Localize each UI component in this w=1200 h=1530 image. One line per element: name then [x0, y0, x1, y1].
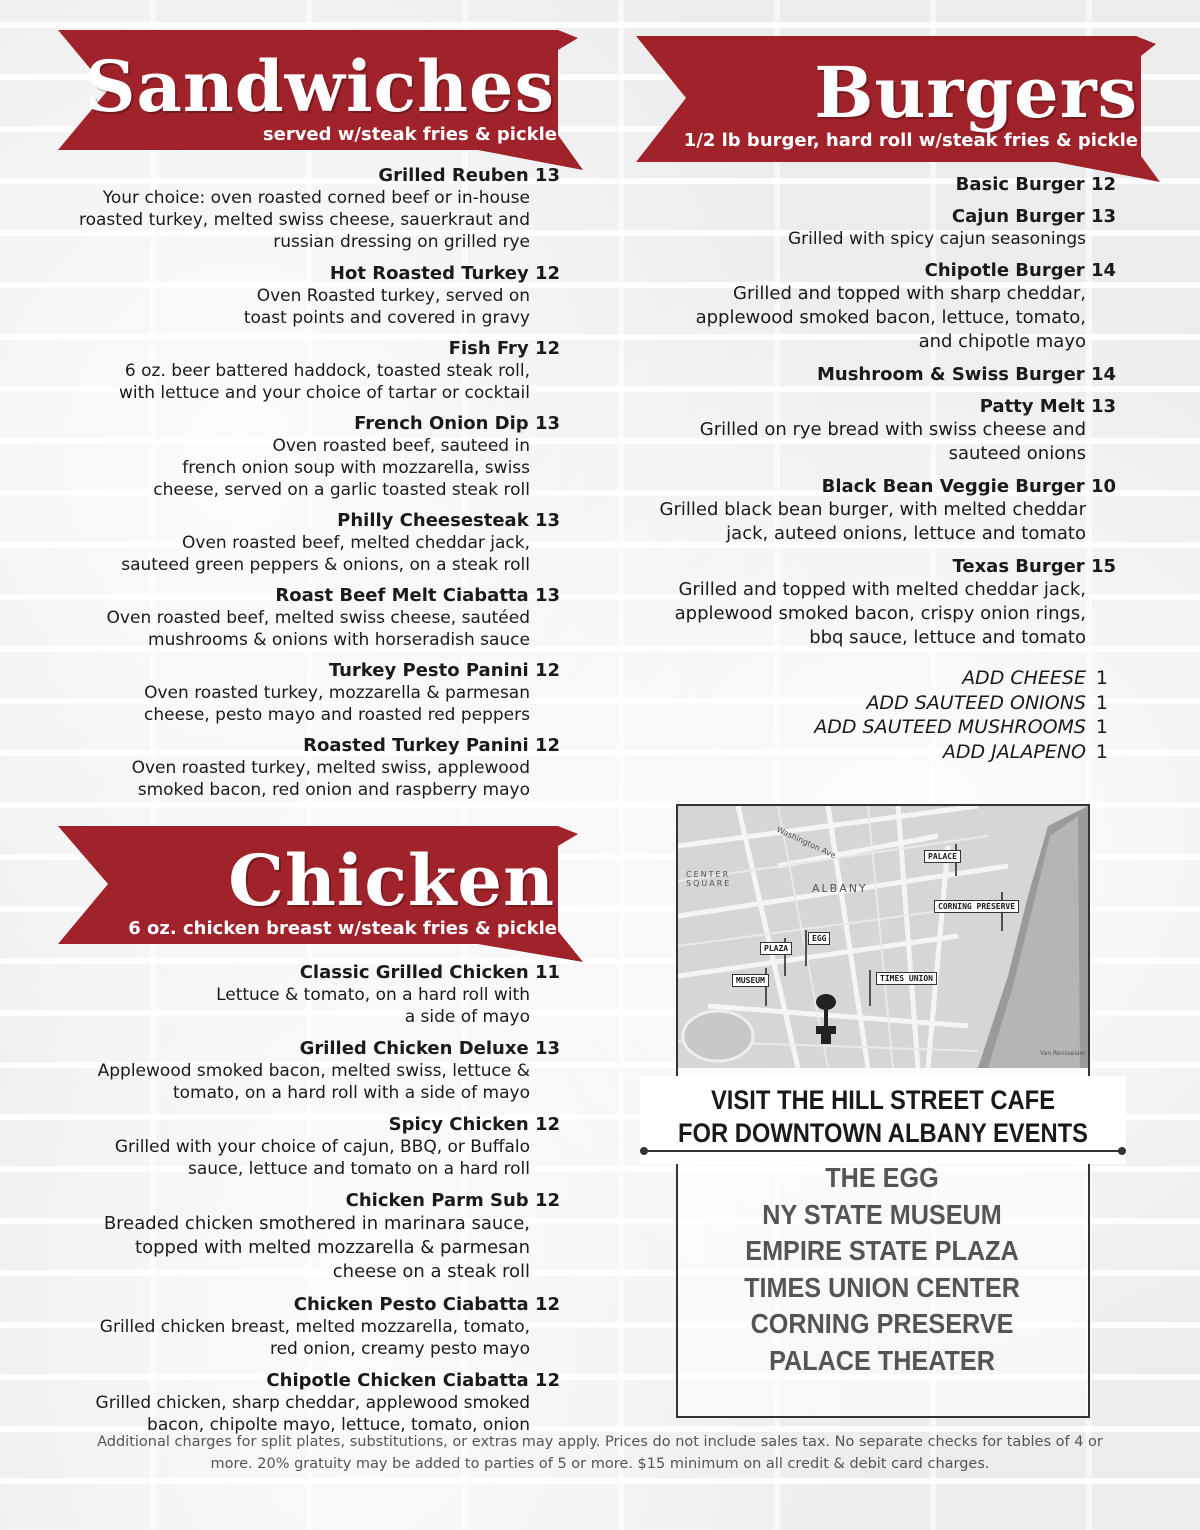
item-name: Roasted Turkey Panini 12: [303, 735, 560, 756]
item-description: Grilled with spicy cajun seasonings: [788, 229, 1086, 249]
item-description: Grilled black bean burger, with melted cheddar jack, auteed onions, lettuce and tomato: [659, 499, 1086, 544]
menu-item: [40, 338, 560, 404]
addon-label: ADD JALAPENO: [942, 740, 1086, 763]
item-name: French Onion Dip 13: [354, 413, 560, 434]
addon-label: ADD SAUTEED ONIONS: [866, 691, 1086, 714]
venue-item: TIMES UNION CENTER: [744, 1271, 1020, 1303]
map-label-corning-preserve: CORNING PRESERVE: [934, 900, 1019, 913]
addon-label: ADD SAUTEED MUSHROOMS: [814, 716, 1086, 738]
venue-item: NY STATE MUSEUM: [762, 1198, 1002, 1230]
menu-item: [596, 556, 1116, 650]
footer-line-1: Additional charges for split plates, substitutions, or extras may apply. Prices do not include sales tax. No separate checks for tables of 4 or: [97, 1434, 1103, 1450]
item-description: Oven roasted beef, melted swiss cheese, sautéed mushrooms & onions with horseradish sauce: [106, 608, 530, 650]
item-name: Fish Fry 12: [448, 338, 560, 359]
venue-item: EMPIRE STATE PLAZA: [745, 1235, 1019, 1266]
item-description: Grilled and topped with sharp cheddar, applewood smoked bacon, lettuce, tomato, and chipotle mayo: [695, 283, 1086, 352]
addon-item: [708, 740, 1108, 765]
sandwiches-banner: [58, 30, 583, 170]
menu-item: [596, 206, 1116, 250]
item-name: Turkey Pesto Panini 12: [328, 660, 560, 681]
burgers-subtitle: 1/2 lb burger, hard roll w/steak fries & pickle: [683, 130, 1138, 151]
menu-item: [40, 1038, 560, 1104]
menu-item: [40, 962, 560, 1028]
sandwiches-subtitle: served w/steak fries & pickle: [262, 124, 557, 145]
addon-label: ADD CHEESE: [962, 667, 1086, 689]
item-description: 6 oz. beer battered haddock, toasted steak roll, with lettuce and your choice of tartar or cocktail: [118, 361, 530, 403]
item-description: Applewood smoked bacon, melted swiss, lettuce & tomato, on a hard roll with a side of mayo: [97, 1061, 530, 1103]
visit-line-1: VISIT THE HILL STREET CAFE: [710, 1085, 1056, 1115]
item-description: Oven roasted beef, melted cheddar jack, sauteed green peppers & onions, on a steak roll: [121, 533, 530, 575]
menu-item: [596, 174, 1116, 196]
menu-item: [40, 1114, 560, 1180]
item-description: Oven roasted beef, sauteed in french onion soup with mozzarella, swiss cheese, served on a garlic toasted steak roll: [153, 436, 530, 500]
menu-item: [596, 364, 1116, 386]
menu-item: [40, 413, 560, 501]
burger-addons: [708, 666, 1108, 764]
venue-item: PALACE THEATER: [769, 1344, 995, 1376]
item-description: Oven roasted turkey, mozzarella & parmesan cheese, pesto mayo and roasted red peppers: [144, 683, 530, 725]
menu-item: [40, 165, 560, 253]
venue-list: [676, 1160, 1088, 1379]
burgers-banner: [636, 36, 1160, 182]
item-name: Patty Melt 13: [979, 396, 1116, 417]
map-streets: [678, 806, 1088, 1068]
item-name: Classic Grilled Chicken 11: [299, 962, 560, 983]
menu-item: [596, 476, 1116, 546]
venue-item: THE EGG: [825, 1162, 939, 1193]
chicken-list: [40, 962, 560, 1436]
addon-price: 1: [1095, 740, 1108, 763]
addon-item: [708, 715, 1108, 740]
menu-item: [40, 263, 560, 329]
downtown-map: [678, 806, 1088, 1068]
addon-price: 1: [1095, 716, 1108, 738]
map-label-palace: PALACE: [924, 850, 961, 863]
item-name: Philly Cheesesteak 13: [337, 510, 560, 531]
chicken-title: Chicken: [228, 839, 555, 922]
addon-price: 1: [1095, 667, 1108, 689]
addon-item: [708, 691, 1108, 716]
footer-disclaimer: [60, 1431, 1140, 1475]
item-description: Grilled chicken breast, melted mozzarella, tomato, red onion, creamy pesto mayo: [99, 1317, 530, 1359]
item-name: Texas Burger 15: [952, 556, 1116, 577]
divider-dot-left: [640, 1147, 648, 1155]
map-text-center-square: CENTER SQUARE: [686, 870, 732, 888]
item-description: Breaded chicken smothered in marinara sauce, topped with melted mozzarella & parmesan cheese on a steak roll: [103, 1213, 530, 1282]
addon-price: 1: [1095, 691, 1108, 714]
menu-item: [40, 585, 560, 651]
menu-item: [596, 260, 1116, 354]
item-name: Chicken Parm Sub 12: [345, 1190, 560, 1211]
item-name: Basic Burger 12: [955, 174, 1116, 195]
item-name: Chicken Pesto Ciabatta 12: [293, 1294, 560, 1315]
map-text-albany: ALBANY: [812, 882, 868, 895]
burgers-list: [596, 174, 1116, 650]
item-name: Cajun Burger 13: [951, 206, 1116, 227]
item-name: Hot Roasted Turkey 12: [329, 263, 560, 284]
sandwiches-list: [40, 165, 560, 801]
item-description: Your choice: oven roasted corned beef or in-house roasted turkey, melted swiss cheese, sauerkraut and russian dressing on grilled rye: [78, 188, 530, 252]
menu-item: [40, 660, 560, 726]
menu-item: [596, 396, 1116, 466]
menu-item: [40, 510, 560, 576]
map-label-times-union: TIMES UNION: [876, 972, 937, 985]
divider-dot-right: [1118, 1147, 1126, 1155]
visit-line-2: FOR DOWNTOWN ALBANY EVENTS: [677, 1118, 1089, 1148]
item-description: Grilled on rye bread with swiss cheese and sauteed onions: [699, 419, 1086, 464]
item-description: Lettuce & tomato, on a hard roll with a side of mayo: [216, 985, 530, 1027]
item-name: Grilled Reuben 13: [378, 165, 560, 186]
item-name: Black Bean Veggie Burger 10: [821, 476, 1116, 497]
addon-item: [708, 666, 1108, 691]
map-label-museum: MUSEUM: [732, 974, 769, 987]
menu-item: [40, 735, 560, 801]
venue-item: CORNING PRESERVE: [750, 1308, 1014, 1339]
item-name: Chipotle Burger 14: [924, 260, 1116, 281]
burgers-title: Burgers: [814, 51, 1138, 134]
footer-line-2: more. 20% gratuity may be added to parties of 5 or more. $15 minimum on all credit & debit card charges.: [210, 1456, 990, 1472]
item-description: Oven roasted turkey, melted swiss, applewood smoked bacon, red onion and raspberry mayo: [131, 758, 530, 800]
menu-item: [40, 1190, 560, 1284]
menu-item: [40, 1370, 560, 1436]
map-label-egg: EGG: [808, 932, 830, 945]
item-name: Roast Beef Melt Ciabatta 13: [275, 585, 560, 606]
map-text-van-rensselaer: Van Rensselaer: [1040, 1050, 1086, 1057]
item-name: Grilled Chicken Deluxe 13: [299, 1038, 560, 1059]
divider-line: [642, 1150, 1124, 1152]
map-text-washington: Washington Ave: [775, 824, 838, 861]
item-name: Spicy Chicken 12: [388, 1114, 560, 1135]
map-label-plaza: PLAZA: [760, 942, 792, 955]
item-name: Chipotle Chicken Ciabatta 12: [266, 1370, 560, 1391]
item-description: Grilled and topped with melted cheddar jack, applewood smoked bacon, crispy onion rings, bbq sauce, lettuce and tomato: [674, 579, 1086, 648]
item-name: Mushroom & Swiss Burger 14: [816, 364, 1116, 385]
item-description: Grilled chicken, sharp cheddar, applewood smoked bacon, chipolte mayo, lettuce, tomato, onion: [95, 1393, 530, 1435]
sandwiches-title: Sandwiches: [84, 45, 555, 128]
chicken-banner: [58, 826, 583, 962]
item-description: Oven Roasted turkey, served on toast points and covered in gravy: [243, 286, 530, 328]
menu-item: [40, 1294, 560, 1360]
item-description: Grilled with your choice of cajun, BBQ, or Buffalo sauce, lettuce and tomato on a hard roll: [114, 1137, 530, 1179]
chicken-subtitle: 6 oz. chicken breast w/steak fries & pickle: [128, 918, 557, 939]
